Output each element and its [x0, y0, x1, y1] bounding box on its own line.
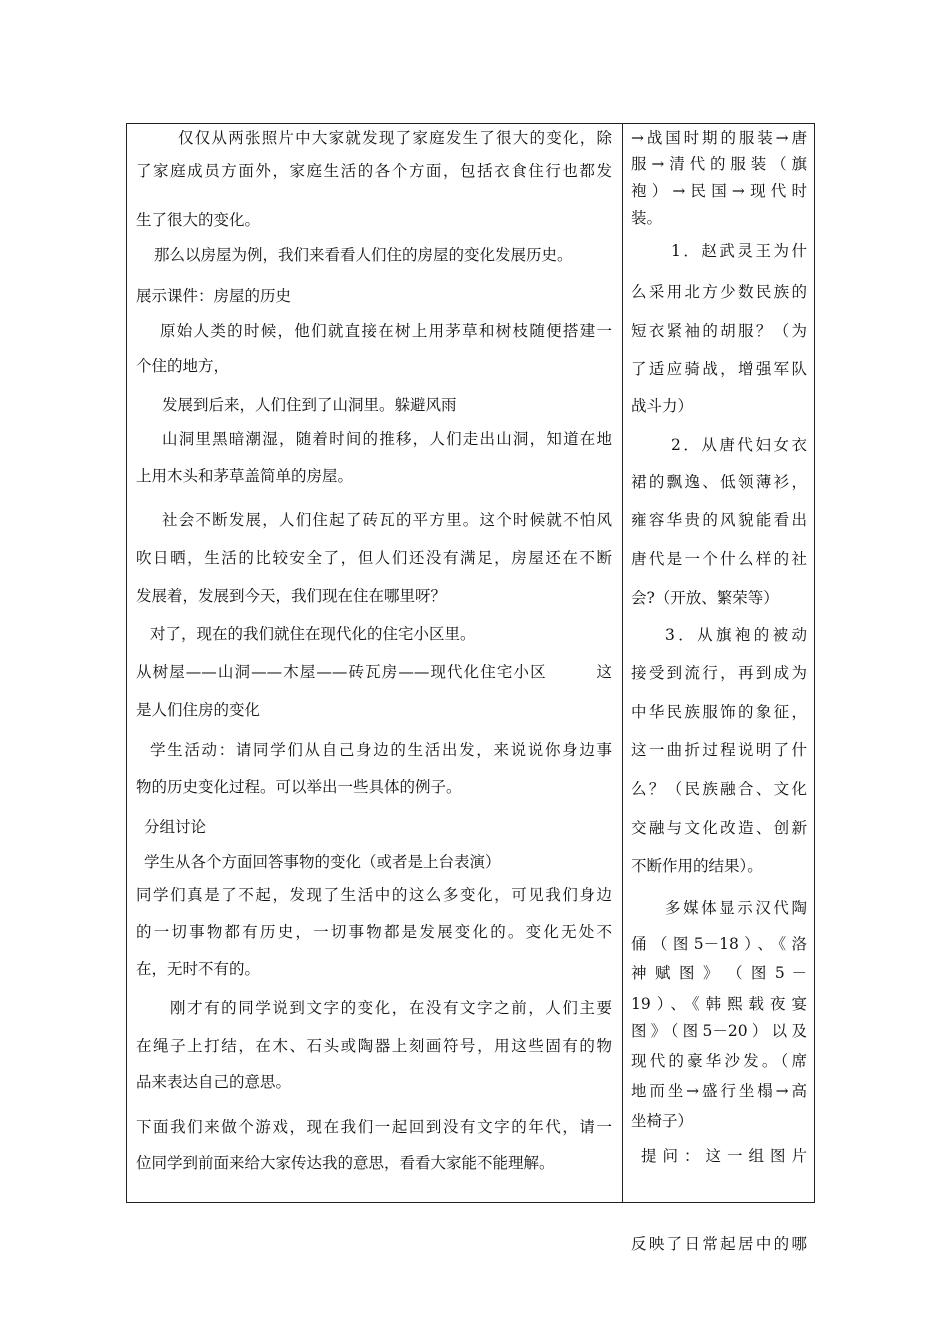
side-note-line: 了适应骑战，增强军队 — [631, 360, 807, 378]
side-note-line: 图》（图5－20）以及 — [631, 1022, 807, 1040]
body-text-line: 发展着，发展到今天，我们现在住在哪里呀？ — [136, 587, 447, 605]
body-text-line: 上用木头和茅草盖简单的房屋。 — [136, 467, 354, 485]
side-note-line: 接受到流行，再到成为 — [631, 664, 807, 682]
body-text-line: 展示课件：房屋的历史 — [136, 287, 292, 305]
body-text-line: 品来表达自己的意思。 — [136, 1073, 292, 1091]
side-note-line: 反映了日常起居中的哪 — [631, 1235, 807, 1253]
body-text-line: 位同学到前面来给大家传达我的意思，看看大家能不能理解。 — [136, 1154, 555, 1172]
body-text-line: 发展到后来，人们住到了山洞里。躲避风雨 — [162, 396, 457, 414]
side-note-line: 1．赵武灵王为什 — [671, 242, 807, 260]
side-note-line: 现代的豪华沙发。（席 — [631, 1052, 807, 1070]
side-note-line: 不断作用的结果）。 — [631, 857, 763, 875]
body-text-line: 在绳子上打结，在木、石头或陶器上刻画符号，用这些固有的物 — [136, 1037, 612, 1055]
body-text-line: 的一切事物都有历史，一切事物都是发展变化的。变化无处不 — [136, 923, 612, 941]
body-text-line: 是人们住房的变化 — [136, 701, 261, 719]
side-note-line: 唐代是一个什么样的社 — [631, 550, 807, 568]
side-note-line: 3．从旗袍的被动 — [665, 626, 807, 644]
side-note-line: 会?（开放、繁荣等） — [631, 589, 779, 607]
body-text-line: 社会不断发展，人们住起了砖瓦的平方里。这个时候就不怕风 — [162, 511, 612, 529]
body-text-line: 了家庭成员方面外，家庭生活的各个方面，包括衣食住行也都发 — [136, 162, 612, 180]
body-text-line: 对了，现在的我们就住在现代化的住宅小区里。 — [150, 625, 476, 643]
side-note-line: 裙的飘逸、低领薄衫， — [631, 473, 807, 491]
body-text-line: 吹日晒，生活的比较安全了，但人们还没有满足，房屋还在不断 — [136, 549, 612, 567]
body-text-line: 同学们真是了不起，发现了生活中的这么多变化，可见我们身边 — [136, 886, 612, 904]
body-text-line: 生了很大的变化。 — [136, 211, 261, 229]
side-note-line: 袍）→民国→现代时 — [631, 182, 807, 200]
side-note-line: 地而坐→盛行坐榻→高 — [631, 1082, 807, 1100]
side-note-line: 19）、《韩熙载夜宴 — [631, 995, 807, 1013]
side-note-line: 交融与文化改造、创新 — [631, 819, 807, 837]
body-text-line: 个住的地方， — [136, 357, 230, 375]
side-note-line: 2．从唐代妇女衣 — [671, 436, 807, 454]
body-text-line: 学生从各个方面回答事物的变化（或者是上台表演） — [144, 853, 501, 871]
side-note-line: →战国时期的服装→唐 — [631, 129, 807, 147]
body-text-line: 学生活动：请同学们从自己身边的生活出发，来说说你身边事 — [150, 741, 612, 759]
body-text-line: 原始人类的时候，他们就直接在树上用茅草和树枝随便搭建一 — [160, 322, 612, 340]
side-note-line: 提问：这一组图片 — [641, 1147, 807, 1165]
body-text-line: 分组讨论 — [144, 818, 207, 836]
side-note-line: 么采用北方少数民族的 — [631, 283, 807, 301]
body-text-line: 那么以房屋为例，我们来看看人们住的房屋的变化发展历史。 — [154, 246, 573, 264]
side-note-line: 短衣紧袖的胡服？（为 — [631, 322, 807, 340]
side-note-line: 坐椅子） — [631, 1112, 694, 1130]
side-note-line: 俑（图5－18）、《洛 — [631, 935, 807, 953]
side-note-line: 雍容华贵的风貌能看出 — [631, 511, 807, 529]
body-text-line: 物的历史变化过程。可以举出一些具体的例子。 — [136, 778, 462, 796]
side-note-line: 多媒体显示汉代陶 — [665, 899, 807, 917]
side-note-line: 这一曲折过程说明了什 — [631, 741, 807, 759]
side-note-line: 战斗力） — [631, 397, 694, 415]
body-text-line: 刚才有的同学说到文字的变化，在没有文字之前，人们主要 — [170, 999, 612, 1017]
body-text-line: 仅仅从两张照片中大家就发现了家庭发生了很大的变化，除 — [178, 129, 612, 147]
body-text-line: 山洞里黑暗潮湿，随着时间的推移，人们走出山洞，知道在地 — [162, 430, 612, 448]
body-text-line: 在，无时不有的。 — [136, 960, 261, 978]
body-text-line: 下面我们来做个游戏，现在我们一起回到没有文字的年代，请一 — [136, 1118, 612, 1136]
side-note-line: 中华民族服饰的象征， — [631, 703, 807, 721]
side-note-line: 装。 — [631, 209, 663, 227]
side-note-line: 服→清代的服装（旗 — [631, 155, 807, 173]
column-divider — [622, 123, 623, 1203]
side-note-line: 神 赋 图 》 （ 图 5 － — [631, 964, 807, 982]
body-text-line: 从树屋——山洞——木屋——砖瓦房——现代化住宅小区 这 — [136, 663, 612, 681]
side-note-line: 么？（民族融合、文化 — [631, 780, 807, 798]
